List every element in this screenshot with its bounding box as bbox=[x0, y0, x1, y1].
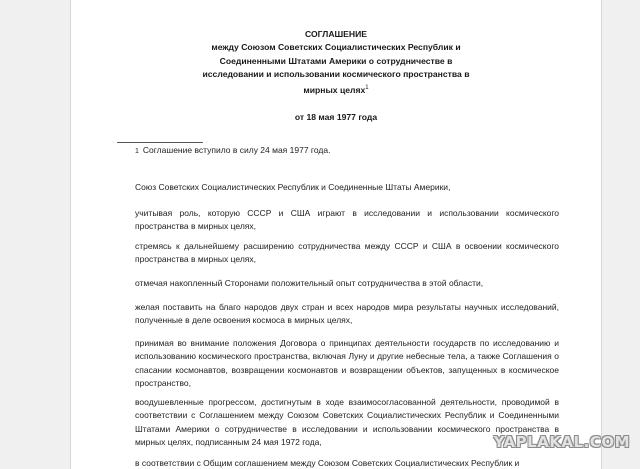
footnote-mark: 1 bbox=[135, 148, 139, 155]
document-date: от 18 мая 1977 года bbox=[294, 112, 378, 122]
title-line: мирных целях bbox=[303, 84, 366, 95]
site-watermark: YAPLAKAL.COM bbox=[493, 433, 630, 451]
paragraph: принимая во внимание положения Договора о принципах деятельности государств по исследованию и использованию космического пространства, включая Луну и другие небесные тела, а также Соглашения о спасании космонавтов, возвращении космонавтов и возвращении объектов, запущенных в космическое пространство, bbox=[135, 338, 559, 389]
paragraph: воодушевленные прогрессом, достигнутым в ходе взаимосогласованной деятельности, проводимой в соответствии с Соглашением между Союзом Советских Социалистических Республик и Соединенными Штатами Америки о сотрудничестве в исследовании и использовании космического пространства в мирных целях, подписанным 24 мая 1972 года, bbox=[135, 397, 559, 448]
title-line: СОГЛАШЕНИЕ bbox=[304, 29, 368, 39]
title-line: Соединенными Штатами Америки о сотрудничестве в bbox=[219, 55, 453, 66]
document-title bbox=[71, 28, 601, 97]
title-line: исследовании и использовании космического пространства в bbox=[202, 69, 470, 80]
footnote-divider bbox=[117, 142, 203, 143]
paragraph: Союз Советских Социалистических Республик и Соединенные Штаты Америки, bbox=[135, 182, 451, 192]
title-line: между Союзом Советских Социалистических Республик и bbox=[211, 42, 461, 53]
paragraph: отмечая накопленный Сторонами положительный опыт сотрудничества в этой области, bbox=[135, 278, 484, 288]
paragraph: желая поставить на благо народов двух стран и всех народов мира результаты научных исследований, полученные в деле освоения космоса в мирных целях, bbox=[135, 302, 559, 326]
paragraph: в соответствии с Общим соглашением между Союзом Советских Социалистических Республик и bbox=[135, 458, 520, 468]
footnote bbox=[135, 145, 330, 155]
paragraph: стремясь к дальнейшему расширению сотрудничества между СССР и США в освоении космического пространства в мирных целях, bbox=[135, 241, 559, 265]
paragraph: учитывая роль, которую СССР и США играют в исследовании и использовании космического пространства в мирных целях, bbox=[135, 208, 559, 232]
footnote-text: Соглашение вступило в силу 24 мая 1977 года. bbox=[142, 145, 331, 155]
title-footnote-mark: 1 bbox=[365, 84, 369, 91]
document-page bbox=[70, 0, 602, 469]
